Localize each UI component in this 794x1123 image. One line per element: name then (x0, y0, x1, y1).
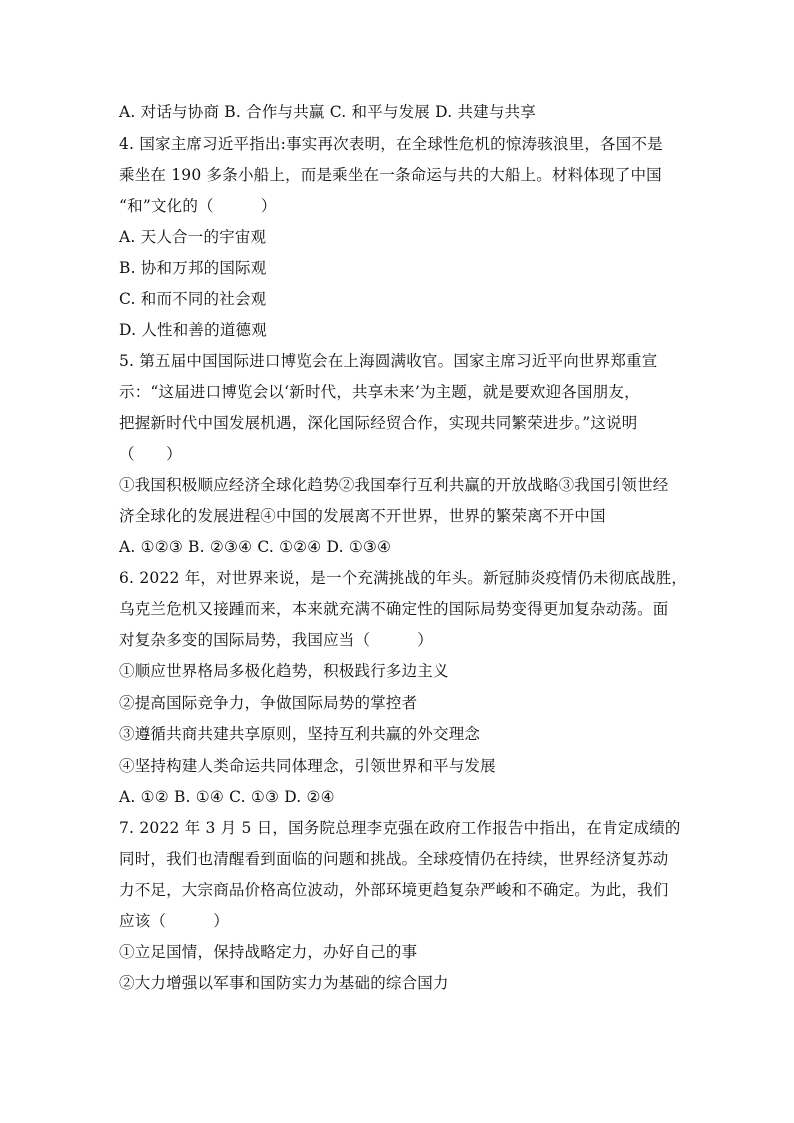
text-line: 同时，我们也清醒看到面临的问题和挑战。全球疫情仍在持续，世界经济复苏动 (119, 850, 669, 868)
text-line: ②提高国际竞争力，争做国际局势的掌控者 (119, 694, 418, 712)
text-line: ④坚持构建人类命运共同体理念，引领世界和平与发展 (119, 757, 496, 775)
text-line: 7. 2022 年 3 月 5 日，国务院总理李克强在政府工作报告中指出，在肯定成绩的 (119, 819, 681, 837)
text-line: ①我国积极顺应经济全球化趋势②我国奉行互利共赢的开放战略③我国引领世经 (119, 476, 669, 494)
text-line: 4. 国家主席习近平指出:事实再次表明，在全球性危机的惊涛骇浪里，各国不是 (119, 135, 663, 153)
text-line: D. 人性和善的道德观 (119, 321, 267, 339)
text-line: 乘坐在 190 多条小船上，而是乘坐在一条命运与共的大船上。材料体现了中国 (119, 166, 662, 184)
text-line: 应该（ ） (119, 912, 229, 930)
text-line: B. 协和万邦的国际观 (119, 259, 267, 277)
text-line: C. 和而不同的社会观 (119, 290, 267, 308)
text-line: A. 天人合一的宇宙观 (119, 228, 267, 246)
text-line: 济全球化的发展进程④中国的发展离不开世界，世界的繁荣离不开中国 (119, 507, 606, 525)
text-line: 力不足，大宗商品价格高位波动，外部环境更趋复杂严峻和不确定。为此，我们 (119, 881, 669, 899)
text-line: ③遵循共商共建共享原则，坚持互利共赢的外交理念 (119, 725, 481, 743)
text-line: 把握新时代中国发展机遇，深化国际经贸合作，实现共同繁荣进步。”这说明 (119, 414, 638, 432)
text-line: A. 对话与协商 B. 合作与共赢 C. 和平与发展 D. 共建与共享 (119, 103, 536, 121)
text-line: ②大力增强以军事和国防实力为基础的综合国力 (119, 974, 449, 992)
text-line: ①立足国情，保持战略定力，办好自己的事 (119, 943, 418, 961)
text-line: A. ①② B. ①④ C. ①③ D. ②④ (119, 788, 335, 806)
text-line: A. ①②③ B. ②③④ C. ①②④ D. ①③④ (119, 538, 392, 556)
text-line: 乌克兰危机又接踵而来，本来就充满不确定性的国际局势变得更加复杂动荡。面 (119, 600, 669, 618)
text-line: 示：“这届进口博览会以‘新时代，共享未来’为主题，就是要欢迎各国朋友， (119, 383, 640, 401)
text-line: （ ） (119, 445, 182, 463)
text-line: ①顺应世界格局多极化趋势，积极践行多边主义 (119, 662, 449, 680)
text-line: 6. 2022 年，对世界来说，是一个充满挑战的年头。新冠肺炎疫情仍未彻底战胜， (119, 569, 688, 587)
text-line: 5. 第五届中国国际进口博览会在上海圆满收官。国家主席习近平向世界郑重宣 (119, 352, 658, 370)
text-line: “和”文化的（ ） (119, 197, 277, 215)
text-line: 对复杂多变的国际局势，我国应当（ ） (119, 631, 434, 649)
